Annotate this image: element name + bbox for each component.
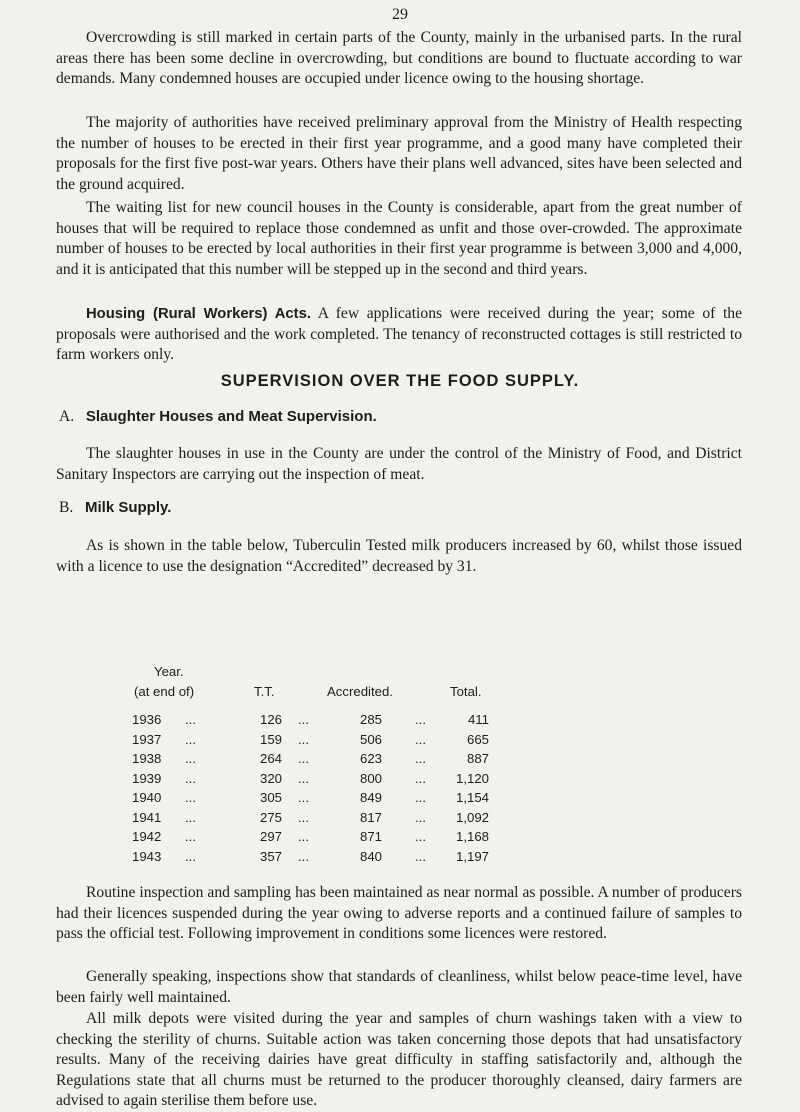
cell-dots: ... xyxy=(415,712,426,727)
table-row xyxy=(130,829,590,848)
rural-workers-body: A few applications were received during the year; some of the proposals were authorised and the work completed. The tenancy of reconstructed cottages is still restricted to farm workers only. xyxy=(56,305,742,364)
cell-total: 1,120 xyxy=(455,770,489,786)
paragraph-waiting-list: The waiting list for new council houses in the County is considerable, apart from the great number of houses that will be required to replace those condemned as unfit and those over-crowded. The approximate number of houses to be erected by local authorities in their first year programme is between 3,000 and 4,000, and it is anticipated that this number will be stepped up in the second and third years. xyxy=(56,199,742,278)
cell-tt: 357 xyxy=(259,848,282,864)
cell-dots: ... xyxy=(298,848,309,864)
table-row xyxy=(130,790,590,809)
table-header-year: Year. xyxy=(154,664,184,679)
cell-year: 1940 xyxy=(132,790,162,805)
cell-dots: ... xyxy=(415,751,426,766)
cell-total: 1,168 xyxy=(455,829,489,844)
cell-total: 1,154 xyxy=(455,790,489,805)
paragraph-milk-depots: All milk depots were visited during the year and samples of churn washings taken with a view to checking the sterility of churns. Suitable action was taken concerning those depots that had unsatisfactory results. Many of the receiving dairies have great difficulty in staffing satisfactorily and, although the Regulations state that all churns must be returned to the producer thoroughly cleansed, dairy farmers are advised to again sterilise them before use. xyxy=(56,1010,742,1110)
cell-accredited: 623 xyxy=(359,751,382,766)
subheading-label-b: B. xyxy=(59,499,74,516)
cell-dots: ... xyxy=(298,790,309,805)
paragraph-routine-inspection: Routine inspection and sampling has been maintained as near normal as possible. A number of producers had their licences suspended during the year owing to adverse reports and a continued failure of samples to pass the official test. Following improvement in conditions some licences were restored. xyxy=(56,884,742,943)
page-number: 29 xyxy=(392,6,408,23)
cell-total: 1,197 xyxy=(455,848,489,864)
cell-dots: ... xyxy=(415,731,426,747)
cell-tt: 159 xyxy=(259,731,282,747)
cell-dots: ... xyxy=(298,770,309,786)
table-header-year-sub: (at end of) xyxy=(134,684,195,699)
subheading-text-b: Milk Supply. xyxy=(85,499,172,516)
table-row xyxy=(130,849,590,868)
subheading-text-a: Slaughter Houses and Meat Supervision. xyxy=(85,408,377,425)
paragraph-slaughter-houses: The slaughter houses in use in the County are under the control of the Ministry of Food, and District Sanitary Inspectors are carrying out the inspection of meat. xyxy=(56,445,742,483)
cell-dots: ... xyxy=(185,731,196,747)
cell-year: 1939 xyxy=(132,770,162,786)
cell-year: 1943 xyxy=(132,848,162,864)
paragraph-rural-workers xyxy=(56,304,742,366)
rural-workers-heading: Housing (Rural Workers) Acts. xyxy=(86,306,311,322)
cell-dots: ... xyxy=(415,770,426,786)
cell-year: 1941 xyxy=(132,809,162,825)
cell-dots: ... xyxy=(185,770,196,786)
cell-total: 1,092 xyxy=(455,809,489,825)
table-row xyxy=(130,712,590,731)
subheading-label-a: A. xyxy=(59,408,75,425)
table-row xyxy=(130,810,590,829)
table-row xyxy=(130,751,590,770)
table-row xyxy=(130,732,590,751)
cell-tt: 275 xyxy=(259,809,282,825)
cell-year: 1937 xyxy=(132,731,162,747)
cell-tt: 297 xyxy=(259,829,282,844)
cell-year: 1936 xyxy=(132,712,162,727)
cell-dots: ... xyxy=(415,829,426,844)
cell-total: 411 xyxy=(467,712,489,727)
table-header-accredited: Accredited. xyxy=(327,684,393,699)
cell-dots: ... xyxy=(185,790,196,805)
section-title: SUPERVISION OVER THE FOOD SUPPLY. xyxy=(220,372,580,390)
table-row xyxy=(130,771,590,790)
cell-dots: ... xyxy=(415,848,426,864)
cell-dots: ... xyxy=(185,809,196,825)
cell-year: 1938 xyxy=(132,751,162,766)
cell-dots: ... xyxy=(298,712,309,727)
table-header-tt: T.T. xyxy=(254,684,275,699)
cell-tt: 305 xyxy=(259,790,282,805)
cell-dots: ... xyxy=(298,809,309,825)
cell-dots: ... xyxy=(185,829,196,844)
cell-accredited: 800 xyxy=(359,770,382,786)
cell-dots: ... xyxy=(185,848,196,864)
cell-accredited: 849 xyxy=(359,790,382,805)
cell-year: 1942 xyxy=(132,829,162,844)
table-header-total: Total. xyxy=(450,684,482,699)
cell-dots: ... xyxy=(415,809,426,825)
subheading-milk-supply xyxy=(59,499,171,517)
cell-accredited: 840 xyxy=(359,848,382,864)
cell-total: 887 xyxy=(466,751,489,766)
cell-dots: ... xyxy=(185,751,196,766)
cell-dots: ... xyxy=(415,790,426,805)
cell-dots: ... xyxy=(185,712,196,727)
cell-accredited: 506 xyxy=(359,731,382,747)
cell-accredited: 871 xyxy=(359,829,382,844)
cell-tt: 264 xyxy=(259,751,282,766)
cell-total: 665 xyxy=(466,731,489,747)
cell-dots: ... xyxy=(298,829,309,844)
cell-dots: ... xyxy=(298,751,309,766)
cell-accredited: 285 xyxy=(359,712,382,727)
subheading-slaughter-houses xyxy=(59,408,377,426)
cell-dots: ... xyxy=(298,731,309,747)
paragraph-overcrowding: Overcrowding is still marked in certain parts of the County, mainly in the urbanised parts. In the rural areas there has been some decline in overcrowding, but conditions are bound to fluctuate according to war demands. Many condemned houses are occupied under licence owing to the housing shortage. xyxy=(56,29,742,88)
cell-accredited: 817 xyxy=(359,809,382,825)
cell-tt: 320 xyxy=(259,770,282,786)
paragraph-approvals: The majority of authorities have received preliminary approval from the Ministry of Health respecting the number of houses to be erected in their first year programme, and a good many have completed their proposals for the first five post-war years. Others have their plans well advanced, sites have been selected and the ground acquired. xyxy=(56,114,742,193)
paragraph-milk-producers: As is shown in the table below, Tuberculin Tested milk producers increased by 60, whilst those issued with a licence to use the designation “Accredited” decreased by 31. xyxy=(56,537,742,575)
cell-tt: 126 xyxy=(259,712,282,727)
paragraph-cleanliness: Generally speaking, inspections show that standards of cleanliness, whilst below peace-time level, have been fairly well maintained. xyxy=(56,968,742,1006)
